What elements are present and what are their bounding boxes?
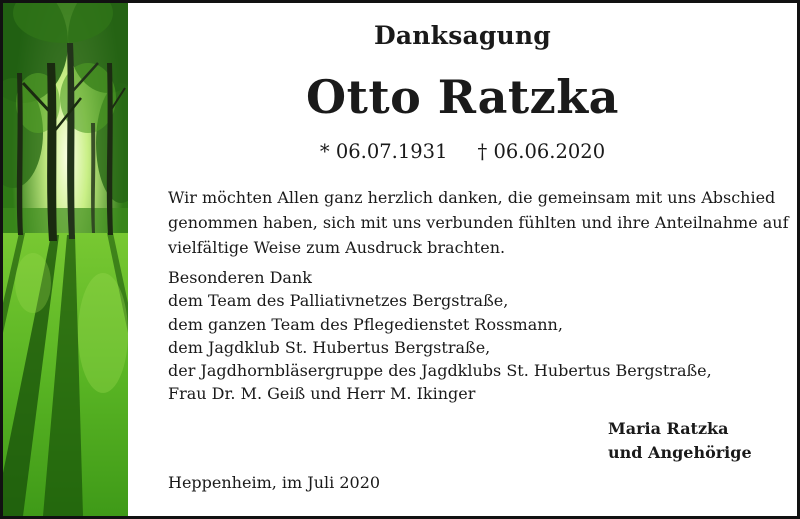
message-line: vielfältige Weise zum Ausdruck brachten.: [168, 238, 506, 257]
death-date: † 06.06.2020: [477, 140, 606, 163]
park-trees-photo: [3, 3, 128, 516]
notice-title: Danksagung: [374, 21, 551, 50]
signature-name: Maria Ratzka: [608, 419, 729, 438]
special-thanks-item: dem ganzen Team des Pflegedienstet Rossmann,: [168, 314, 563, 334]
special-thanks-item: der Jagdhornbläsergruppe des Jagdklubs St. Hubertus Bergstraße,: [168, 361, 712, 381]
life-dates: [128, 140, 797, 163]
special-thanks-list: [168, 266, 793, 406]
message-line: genommen haben, sich mit uns verbunden fühlten und ihre Anteilnahme auf: [168, 213, 789, 232]
signature: [608, 417, 793, 465]
special-thanks-item: Frau Dr. M. Geiß und Herr M. Ikinger: [168, 384, 476, 404]
place-and-date: Heppenheim, im Juli 2020: [168, 473, 381, 492]
message-line: Wir möchten Allen ganz herzlich danken, die gemeinsam mit uns Abschied: [168, 188, 776, 207]
thank-you-message: [168, 185, 793, 260]
special-thanks-item: dem Jagdklub St. Hubertus Bergstraße,: [168, 337, 491, 357]
special-thanks-item: dem Team des Palliativnetzes Bergstraße,: [168, 291, 509, 311]
notice-content: [128, 3, 797, 516]
birth-date: * 06.07.1931: [319, 140, 448, 163]
signature-relatives: und Angehörige: [608, 443, 752, 462]
special-thanks-heading: Besonderen Dank: [168, 268, 312, 287]
deceased-name: Otto Ratzka: [306, 70, 619, 124]
